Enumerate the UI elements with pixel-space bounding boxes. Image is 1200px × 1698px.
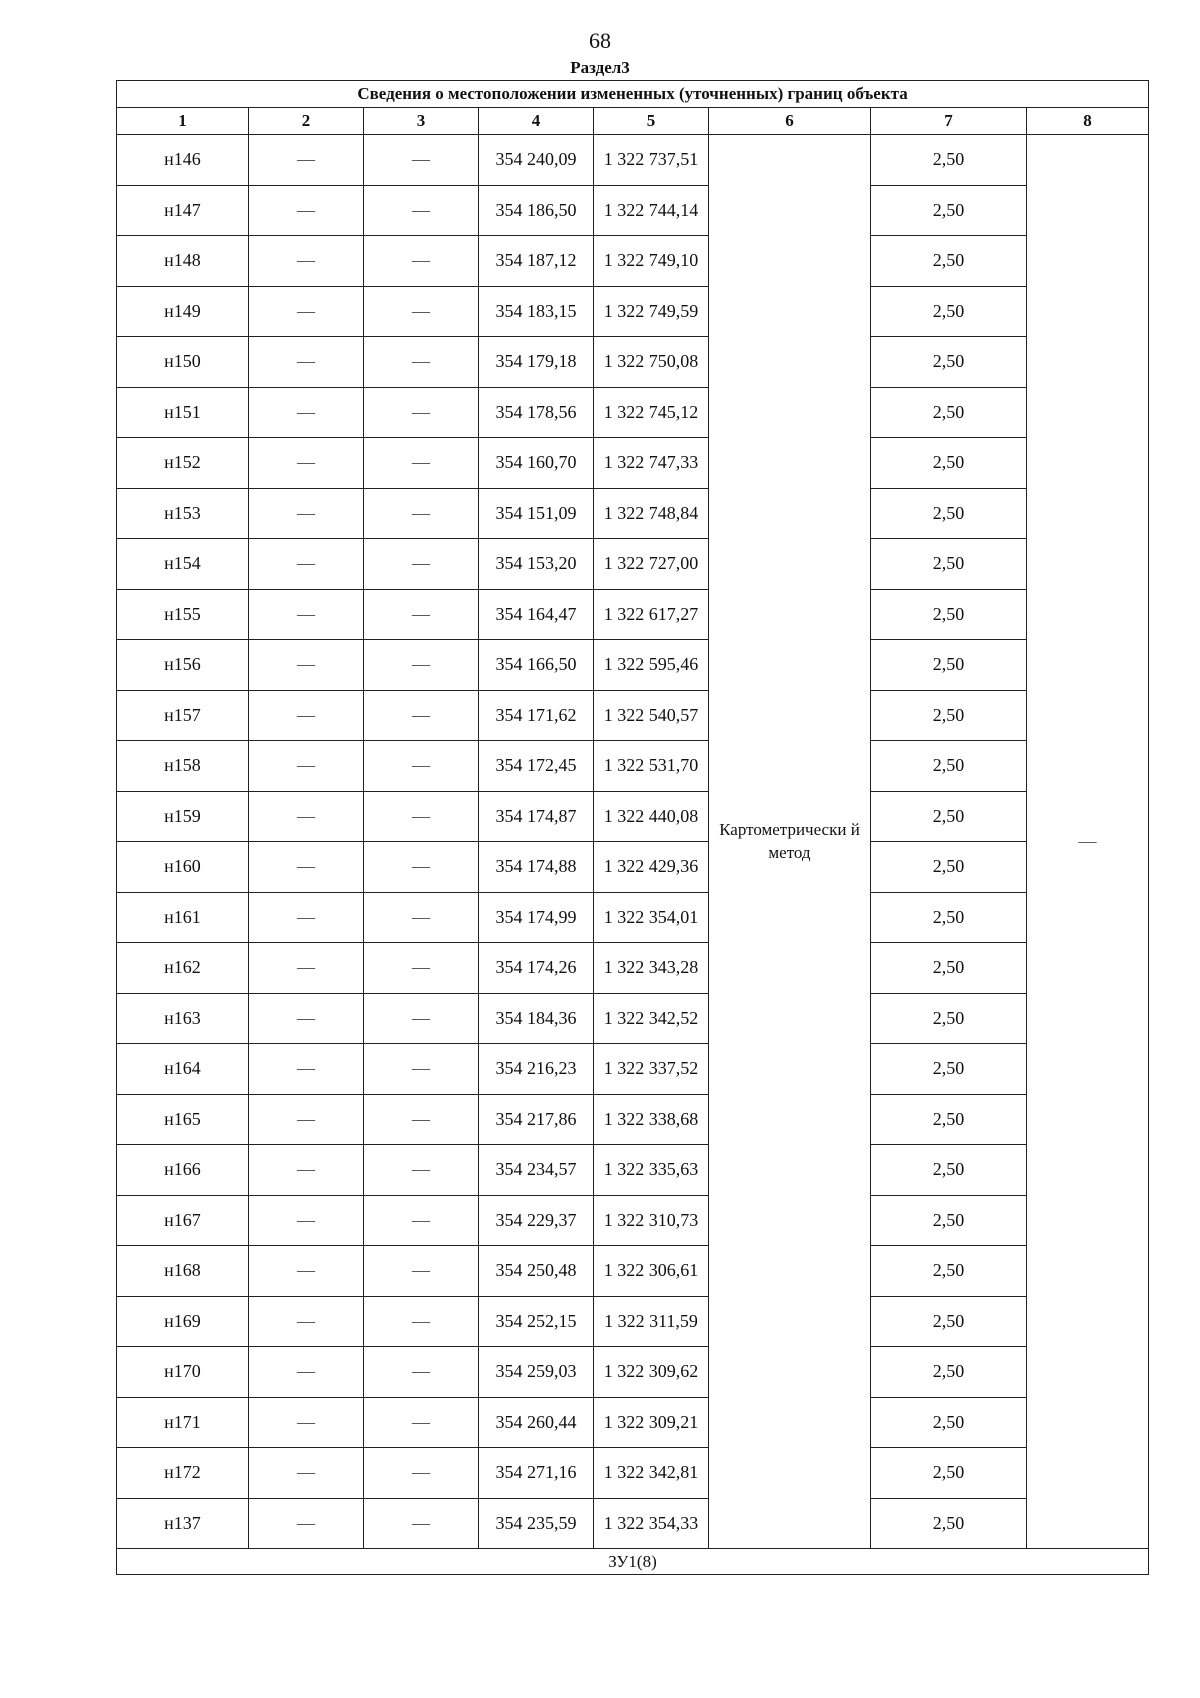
dash-cell: — <box>249 589 364 640</box>
point-cell: н164 <box>117 1044 249 1095</box>
accuracy-cell: 2,50 <box>871 791 1027 842</box>
table-row <box>117 286 1149 337</box>
y-coordinate-cell: 1 322 309,21 <box>594 1397 709 1448</box>
dash-cell: — <box>249 488 364 539</box>
dash-cell: — <box>364 539 479 590</box>
y-coordinate-cell: 1 322 727,00 <box>594 539 709 590</box>
dash-cell: — <box>249 1448 364 1499</box>
dash-cell: — <box>364 640 479 691</box>
dash-cell: — <box>249 1246 364 1297</box>
point-cell: н149 <box>117 286 249 337</box>
point-cell: н166 <box>117 1145 249 1196</box>
table-caption: Сведения о местоположении измененных (уточненных) границ объекта <box>117 81 1149 108</box>
x-coordinate-cell: 354 216,23 <box>479 1044 594 1095</box>
point-cell: н163 <box>117 993 249 1044</box>
dash-cell: — <box>249 236 364 287</box>
y-coordinate-cell: 1 322 540,57 <box>594 690 709 741</box>
table-row <box>117 135 1149 186</box>
y-coordinate-cell: 1 322 440,08 <box>594 791 709 842</box>
dash-cell: — <box>364 741 479 792</box>
column-number: 1 <box>117 108 249 135</box>
column-number-row <box>117 108 1149 135</box>
column-number: 3 <box>364 108 479 135</box>
dash-cell: — <box>364 943 479 994</box>
table-row <box>117 892 1149 943</box>
table-row <box>117 1296 1149 1347</box>
dash-cell: — <box>249 791 364 842</box>
table-row <box>117 640 1149 691</box>
accuracy-cell: 2,50 <box>871 1044 1027 1095</box>
table-row <box>117 185 1149 236</box>
column-number: 2 <box>249 108 364 135</box>
accuracy-cell: 2,50 <box>871 438 1027 489</box>
accuracy-cell: 2,50 <box>871 387 1027 438</box>
dash-cell: — <box>249 185 364 236</box>
x-coordinate-cell: 354 160,70 <box>479 438 594 489</box>
y-coordinate-cell: 1 322 335,63 <box>594 1145 709 1196</box>
point-cell: н151 <box>117 387 249 438</box>
accuracy-cell: 2,50 <box>871 1347 1027 1398</box>
x-coordinate-cell: 354 271,16 <box>479 1448 594 1499</box>
dash-cell: — <box>249 1347 364 1398</box>
x-coordinate-cell: 354 240,09 <box>479 135 594 186</box>
dash-cell: — <box>364 286 479 337</box>
accuracy-cell: 2,50 <box>871 1195 1027 1246</box>
dash-cell: — <box>249 943 364 994</box>
table-footer: ЗУ1(8) <box>117 1549 1149 1575</box>
dash-cell: — <box>364 1347 479 1398</box>
y-coordinate-cell: 1 322 747,33 <box>594 438 709 489</box>
table-row <box>117 1498 1149 1549</box>
x-coordinate-cell: 354 183,15 <box>479 286 594 337</box>
dash-cell: — <box>249 1498 364 1549</box>
column-number: 6 <box>709 108 871 135</box>
accuracy-cell: 2,50 <box>871 1246 1027 1297</box>
accuracy-cell: 2,50 <box>871 1094 1027 1145</box>
y-coordinate-cell: 1 322 310,73 <box>594 1195 709 1246</box>
y-coordinate-cell: 1 322 617,27 <box>594 589 709 640</box>
point-cell: н147 <box>117 185 249 236</box>
dash-cell: — <box>364 589 479 640</box>
x-coordinate-cell: 354 174,87 <box>479 791 594 842</box>
point-cell: н148 <box>117 236 249 287</box>
accuracy-cell: 2,50 <box>871 993 1027 1044</box>
table-row <box>117 488 1149 539</box>
x-coordinate-cell: 354 260,44 <box>479 1397 594 1448</box>
dash-cell: — <box>249 993 364 1044</box>
y-coordinate-cell: 1 322 595,46 <box>594 640 709 691</box>
section-title: Раздел3 <box>570 58 630 77</box>
y-coordinate-cell: 1 322 749,10 <box>594 236 709 287</box>
y-coordinate-cell: 1 322 354,33 <box>594 1498 709 1549</box>
y-coordinate-cell: 1 322 337,52 <box>594 1044 709 1095</box>
point-cell: н159 <box>117 791 249 842</box>
x-coordinate-cell: 354 171,62 <box>479 690 594 741</box>
accuracy-cell: 2,50 <box>871 488 1027 539</box>
dash-cell: — <box>364 236 479 287</box>
x-coordinate-cell: 354 186,50 <box>479 185 594 236</box>
dash-cell: — <box>364 488 479 539</box>
table-body <box>117 135 1149 1549</box>
x-coordinate-cell: 354 179,18 <box>479 337 594 388</box>
dash-cell: — <box>364 1498 479 1549</box>
dash-cell: — <box>364 438 479 489</box>
dash-cell: — <box>249 640 364 691</box>
table-row <box>117 236 1149 287</box>
x-coordinate-cell: 354 153,20 <box>479 539 594 590</box>
x-coordinate-cell: 354 229,37 <box>479 1195 594 1246</box>
dash-cell: — <box>364 1246 479 1297</box>
y-coordinate-cell: 1 322 354,01 <box>594 892 709 943</box>
y-coordinate-cell: 1 322 338,68 <box>594 1094 709 1145</box>
accuracy-cell: 2,50 <box>871 640 1027 691</box>
point-cell: н158 <box>117 741 249 792</box>
accuracy-cell: 2,50 <box>871 842 1027 893</box>
point-cell: н150 <box>117 337 249 388</box>
accuracy-cell: 2,50 <box>871 892 1027 943</box>
x-coordinate-cell: 354 250,48 <box>479 1246 594 1297</box>
y-coordinate-cell: 1 322 737,51 <box>594 135 709 186</box>
x-coordinate-cell: 354 178,56 <box>479 387 594 438</box>
dash-cell: — <box>364 1044 479 1095</box>
table-row <box>117 337 1149 388</box>
table-row <box>117 1448 1149 1499</box>
table-row <box>117 690 1149 741</box>
method-cell: Картометрически й метод <box>709 135 871 1549</box>
accuracy-cell: 2,50 <box>871 589 1027 640</box>
accuracy-cell: 2,50 <box>871 1145 1027 1196</box>
table-row <box>117 1195 1149 1246</box>
dash-cell: — <box>364 892 479 943</box>
x-coordinate-cell: 354 187,12 <box>479 236 594 287</box>
dash-cell: — <box>249 135 364 186</box>
y-coordinate-cell: 1 322 744,14 <box>594 185 709 236</box>
point-cell: н167 <box>117 1195 249 1246</box>
accuracy-cell: 2,50 <box>871 741 1027 792</box>
table-row <box>117 1044 1149 1095</box>
accuracy-cell: 2,50 <box>871 1296 1027 1347</box>
y-coordinate-cell: 1 322 429,36 <box>594 842 709 893</box>
y-coordinate-cell: 1 322 531,70 <box>594 741 709 792</box>
accuracy-cell: 2,50 <box>871 539 1027 590</box>
y-coordinate-cell: 1 322 342,81 <box>594 1448 709 1499</box>
table-row <box>117 539 1149 590</box>
y-coordinate-cell: 1 322 311,59 <box>594 1296 709 1347</box>
dash-cell: — <box>364 337 479 388</box>
dash-cell: — <box>249 1145 364 1196</box>
point-cell: н154 <box>117 539 249 590</box>
table-row <box>117 741 1149 792</box>
point-cell: н146 <box>117 135 249 186</box>
y-coordinate-cell: 1 322 750,08 <box>594 337 709 388</box>
point-cell: н137 <box>117 1498 249 1549</box>
point-cell: н172 <box>117 1448 249 1499</box>
point-cell: н165 <box>117 1094 249 1145</box>
y-coordinate-cell: 1 322 306,61 <box>594 1246 709 1297</box>
x-coordinate-cell: 354 259,03 <box>479 1347 594 1398</box>
table-row <box>117 589 1149 640</box>
point-cell: н162 <box>117 943 249 994</box>
dash-cell: — <box>249 1044 364 1095</box>
point-cell: н156 <box>117 640 249 691</box>
point-cell: н153 <box>117 488 249 539</box>
y-coordinate-cell: 1 322 749,59 <box>594 286 709 337</box>
x-coordinate-cell: 354 172,45 <box>479 741 594 792</box>
accuracy-cell: 2,50 <box>871 135 1027 186</box>
table-row <box>117 1094 1149 1145</box>
point-cell: н171 <box>117 1397 249 1448</box>
dash-cell: — <box>364 1448 479 1499</box>
accuracy-cell: 2,50 <box>871 185 1027 236</box>
page-number: 68 <box>589 28 611 53</box>
x-coordinate-cell: 354 217,86 <box>479 1094 594 1145</box>
dash-cell: — <box>364 842 479 893</box>
y-coordinate-cell: 1 322 745,12 <box>594 387 709 438</box>
x-coordinate-cell: 354 174,26 <box>479 943 594 994</box>
y-coordinate-cell: 1 322 342,52 <box>594 993 709 1044</box>
coordinates-table <box>116 80 1149 1575</box>
dash-cell: — <box>364 993 479 1044</box>
accuracy-cell: 2,50 <box>871 286 1027 337</box>
accuracy-cell: 2,50 <box>871 1498 1027 1549</box>
dash-cell: — <box>249 1397 364 1448</box>
col8-cell: — <box>1027 135 1149 1549</box>
table-row <box>117 842 1149 893</box>
dash-cell: — <box>249 539 364 590</box>
dash-cell: — <box>364 387 479 438</box>
y-coordinate-cell: 1 322 343,28 <box>594 943 709 994</box>
table-row <box>117 387 1149 438</box>
table-row <box>117 993 1149 1044</box>
table-row <box>117 1397 1149 1448</box>
x-coordinate-cell: 354 164,47 <box>479 589 594 640</box>
accuracy-cell: 2,50 <box>871 1397 1027 1448</box>
dash-cell: — <box>249 690 364 741</box>
table-row <box>117 438 1149 489</box>
y-coordinate-cell: 1 322 748,84 <box>594 488 709 539</box>
x-coordinate-cell: 354 174,99 <box>479 892 594 943</box>
dash-cell: — <box>249 337 364 388</box>
accuracy-cell: 2,50 <box>871 1448 1027 1499</box>
column-number: 4 <box>479 108 594 135</box>
table-row <box>117 791 1149 842</box>
dash-cell: — <box>249 892 364 943</box>
dash-cell: — <box>364 1296 479 1347</box>
dash-cell: — <box>364 791 479 842</box>
x-coordinate-cell: 354 166,50 <box>479 640 594 691</box>
point-cell: н157 <box>117 690 249 741</box>
point-cell: н168 <box>117 1246 249 1297</box>
accuracy-cell: 2,50 <box>871 236 1027 287</box>
dash-cell: — <box>364 135 479 186</box>
column-number: 7 <box>871 108 1027 135</box>
point-cell: н161 <box>117 892 249 943</box>
x-coordinate-cell: 354 174,88 <box>479 842 594 893</box>
table-row <box>117 1347 1149 1398</box>
accuracy-cell: 2,50 <box>871 943 1027 994</box>
point-cell: н160 <box>117 842 249 893</box>
x-coordinate-cell: 354 151,09 <box>479 488 594 539</box>
dash-cell: — <box>364 1195 479 1246</box>
table-row <box>117 1145 1149 1196</box>
dash-cell: — <box>364 1145 479 1196</box>
point-cell: н170 <box>117 1347 249 1398</box>
table-row <box>117 943 1149 994</box>
accuracy-cell: 2,50 <box>871 337 1027 388</box>
y-coordinate-cell: 1 322 309,62 <box>594 1347 709 1398</box>
dash-cell: — <box>249 1296 364 1347</box>
dash-cell: — <box>249 387 364 438</box>
column-number: 5 <box>594 108 709 135</box>
x-coordinate-cell: 354 184,36 <box>479 993 594 1044</box>
table-row <box>117 1246 1149 1297</box>
dash-cell: — <box>249 741 364 792</box>
dash-cell: — <box>364 690 479 741</box>
point-cell: н155 <box>117 589 249 640</box>
dash-cell: — <box>249 438 364 489</box>
x-coordinate-cell: 354 234,57 <box>479 1145 594 1196</box>
point-cell: н169 <box>117 1296 249 1347</box>
dash-cell: — <box>364 185 479 236</box>
dash-cell: — <box>364 1397 479 1448</box>
accuracy-cell: 2,50 <box>871 690 1027 741</box>
dash-cell: — <box>249 1094 364 1145</box>
point-cell: н152 <box>117 438 249 489</box>
dash-cell: — <box>249 1195 364 1246</box>
dash-cell: — <box>249 286 364 337</box>
column-number: 8 <box>1027 108 1149 135</box>
dash-cell: — <box>249 842 364 893</box>
dash-cell: — <box>364 1094 479 1145</box>
x-coordinate-cell: 354 235,59 <box>479 1498 594 1549</box>
x-coordinate-cell: 354 252,15 <box>479 1296 594 1347</box>
